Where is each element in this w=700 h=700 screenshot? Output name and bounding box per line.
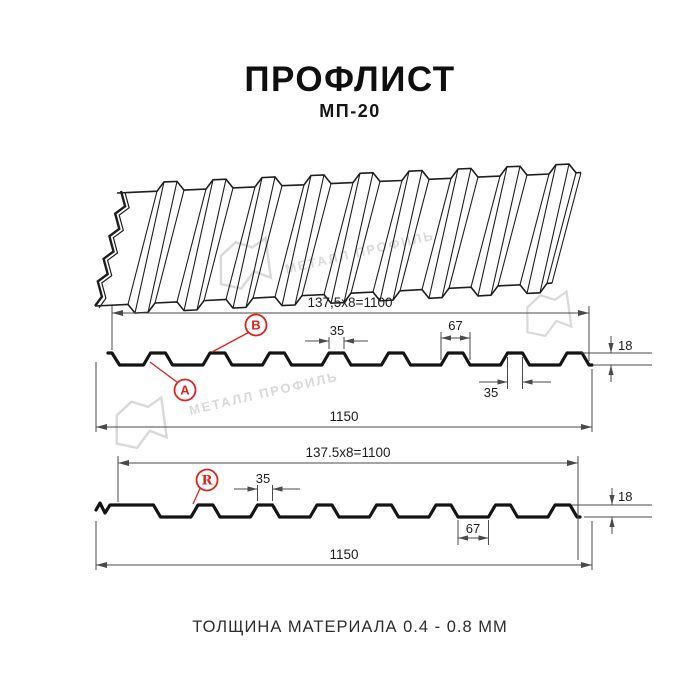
sheet-left-cut-edge (95, 191, 125, 306)
dim-rib-base-label: 67 (448, 318, 463, 333)
dimension-rib-top-35-bottom (234, 471, 300, 501)
dim-overall-label: 1150 (329, 547, 359, 562)
dimension-pitch-top (112, 295, 589, 361)
profile-model-subtitle: МП-20 (319, 101, 381, 121)
sheet-rib-lines (128, 164, 581, 313)
dimension-overall-1150-bottom (96, 521, 592, 570)
callout-a (150, 362, 196, 401)
watermark-partial-icon (520, 289, 575, 339)
dim-height-label: 18 (618, 338, 633, 353)
dimension-valley-67 (458, 520, 489, 545)
watermark-middle (108, 355, 343, 452)
metal-profile-logo-icon (108, 395, 171, 452)
dim-rib-bottom-label: 35 (483, 385, 499, 400)
metal-profile-logo-icon (213, 235, 276, 292)
dimension-rib-top-35 (305, 323, 368, 349)
callout-b-label: B (251, 317, 261, 333)
dimension-height-18-bottom (572, 488, 652, 534)
dim-rib-top-label: 35 (255, 471, 271, 486)
profile-outline-bottom (96, 503, 580, 517)
callout-b (212, 315, 267, 353)
callout-a-label: A (180, 382, 190, 398)
dim-valley-label: 67 (465, 521, 481, 536)
dimension-overall-1150-top (96, 362, 592, 432)
perspective-sheet-drawing (95, 164, 581, 313)
metal-profile-logo-icon (520, 289, 575, 339)
cross-section-top (96, 295, 652, 432)
dim-overall-label: 1150 (329, 409, 359, 424)
dim-height-label: 18 (618, 489, 633, 504)
page-title: ПРОФЛИСТ (244, 60, 456, 99)
dimension-pitch-bottom (118, 445, 578, 560)
callout-r-label: R (201, 473, 213, 489)
material-thickness-note: ТОЛЩИНА МАТЕРИАЛА 0.4 - 0.8 ММ (192, 618, 508, 636)
dim-pitch-label: 137,5x8=1100 (307, 295, 393, 310)
dim-rib-top-label: 35 (329, 323, 345, 338)
cross-section-bottom (96, 445, 652, 570)
profile-outline-top (108, 353, 592, 365)
watermark-text: МЕТАЛЛ ПРОФИЛЬ (283, 227, 436, 277)
dim-pitch-label: 137.5x8=1100 (305, 445, 391, 460)
sheet-far-edge (117, 164, 581, 193)
watermark-text: МЕТАЛЛ ПРОФИЛЬ (187, 368, 340, 418)
callout-r (193, 470, 218, 505)
